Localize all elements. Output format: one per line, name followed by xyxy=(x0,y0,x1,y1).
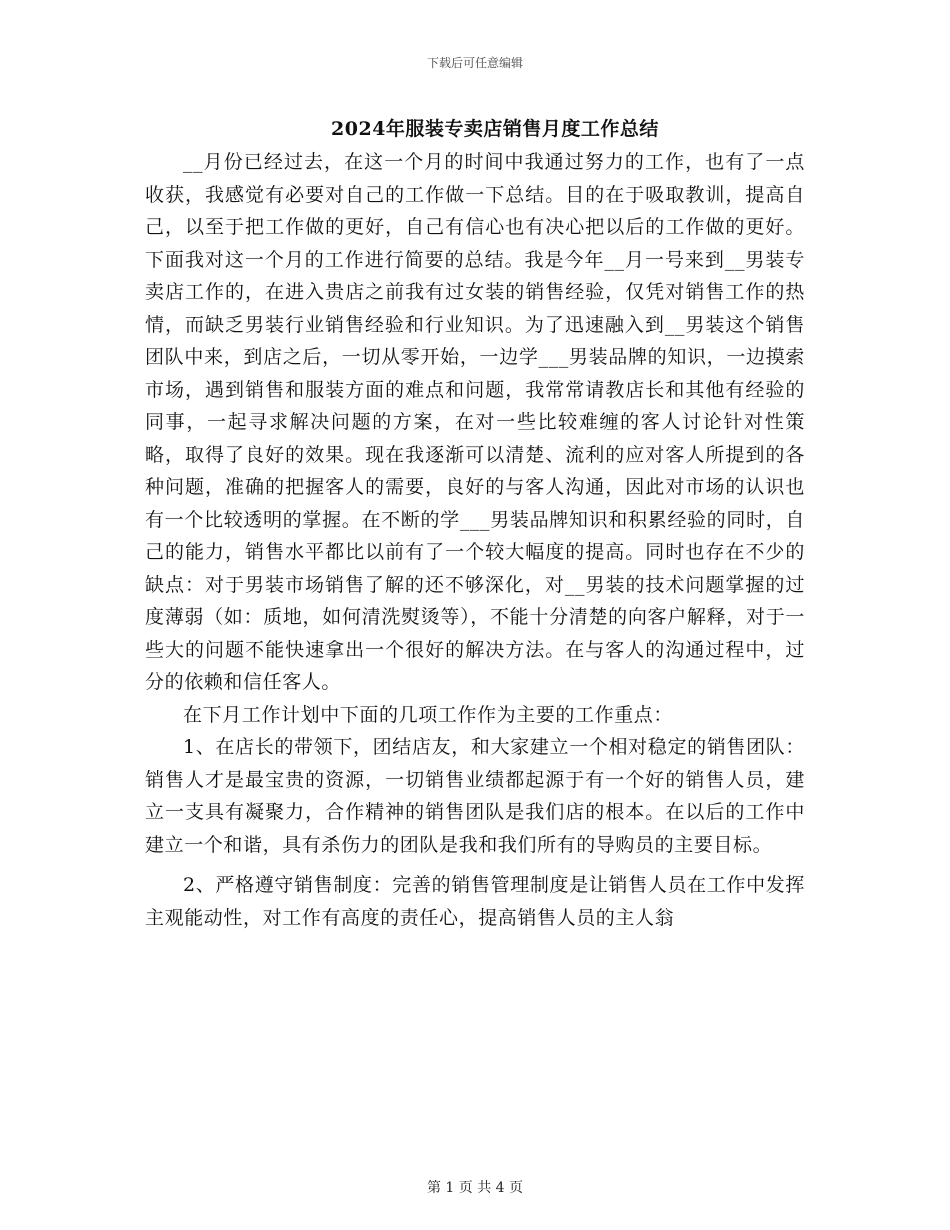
page-footer-number: 第 1 页 共 4 页 xyxy=(426,1180,524,1196)
document-body xyxy=(145,146,805,934)
paragraph-item-2: 2、严格遵守销售制度：完善的销售管理制度是让销售人员在工作中发挥主观能动性，对工作有高度的责任心，提高销售人员的主人翁 xyxy=(145,874,805,929)
paragraph-plan-intro: 在下月工作计划中下面的几项工作作为主要的工作重点： xyxy=(183,703,674,726)
page-header-note: 下载后可任意编辑 xyxy=(426,56,523,70)
document-title: 2024年服装专卖店销售月度工作总结 xyxy=(331,118,659,140)
paragraph-summary: __月份已经过去，在这一个月的时间中我通过努力的工作，也有了一点收获，我感觉有必要对自己的工作做一下总结。目的在于吸取教训，提高自己，以至于把工作做的更好，自己有信心也有决心把以后的工作做的更好。下面我对这一个月的工作进行简要的总结。我是今年__月一号来到__男装专卖店工作的，在进入贵店之前我有过女装的销售经验，仅凭对销售工作的热情，而缺乏男装行业销售经验和行业知识。为了迅速融入到__男装这个销售团队中来，到店之后，一切从零开始，一边学___男装品牌的知识，一边摸索市场，遇到销售和服装方面的难点和问题，我常常请教店长和其他有经验的同事，一起寻求解决问题的方案，在对一些比较难缠的客人讨论针对性策略，取得了良好的效果。现在我逐渐可以清楚、流利的应对客人所提到的各种问题，准确的把握客人的需要，良好的与客人沟通，因此对市场的认识也有一个比较透明的掌握。在不断的学___男装品牌知识和积累经验的同时，自己的能力，销售水平都比以前有了一个较大幅度的提高。同时也存在不少的缺点：对于男装市场销售了解的还不够深化，对__男装的技术问题掌握的过度薄弱（如：质地，如何清洗熨烫等），不能十分清楚的向客户解释，对于一些大的问题不能快速拿出一个很好的解决方法。在与客人的沟通过程中，过分的依赖和信任客人。 xyxy=(145,151,805,693)
paragraph-item-1: 1、在店长的带领下，团结店友，和大家建立一个相对稳定的销售团队：销售人才是最宝贵的资源，一切销售业绩都起源于有一个好的销售人员，建立一支具有凝聚力，合作精神的销售团队是我们店的根本。在以后的工作中建立一个和谐，具有杀伤力的团队是我和我们所有的导购员的主要目标。 xyxy=(145,736,805,856)
